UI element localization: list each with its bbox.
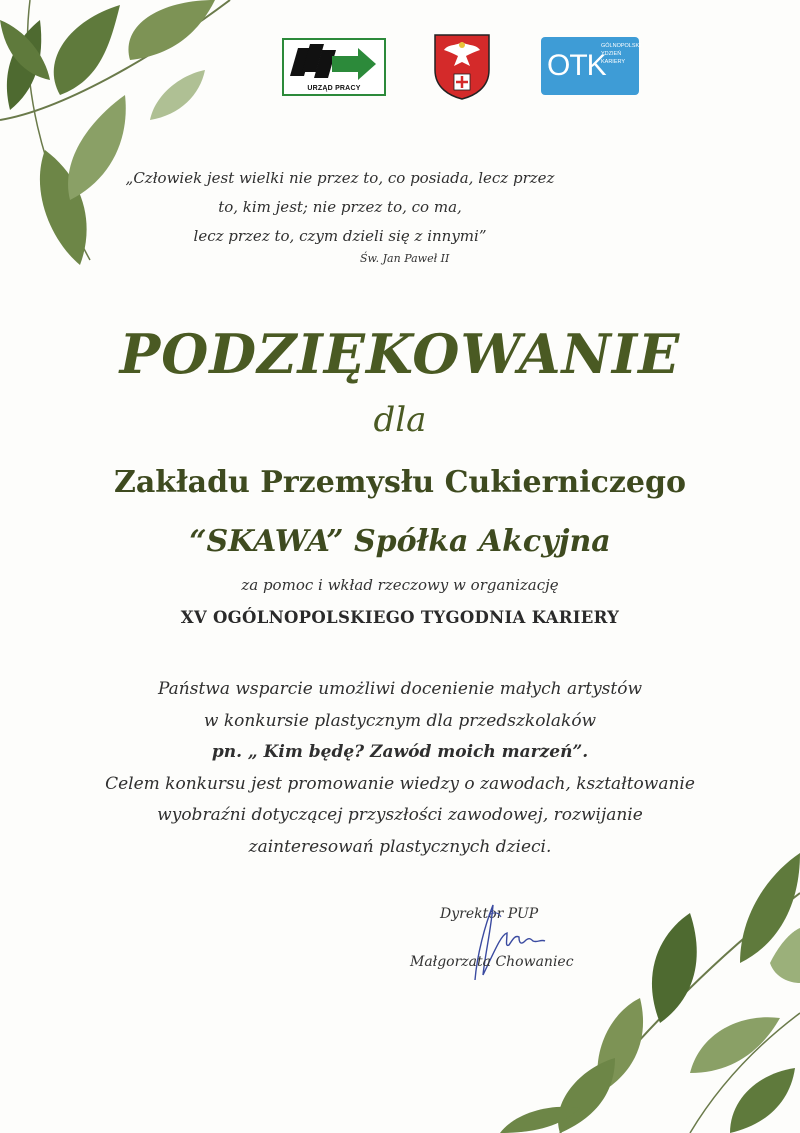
quote-line: „Człowiek jest wielki nie przez to, co posiada, lecz przez [125, 169, 555, 187]
body-text [60, 674, 740, 863]
urzad-pracy-arrow-icon [284, 40, 384, 84]
event-name: XV OGÓLNOPOLSKIEGO TYGODNIA KARIERY [180, 608, 620, 627]
recipient-line-1: Zakładu Przemysłu Cukierniczego [113, 465, 687, 500]
otk-logo [541, 37, 639, 95]
quote-line: to, kim jest; nie przez to, co ma, [218, 198, 462, 216]
page-title: PODZIĘKOWANIE [119, 322, 681, 386]
reason-line: za pomoc i wkład rzeczowy w organizację [241, 576, 559, 594]
contest-name: pn. „ Kim będę? Zawód moich marzeń”. [211, 742, 589, 762]
urzad-pracy-caption: URZĄD PRACY [307, 85, 361, 92]
urzad-pracy-logo [282, 38, 386, 96]
quote-author: Św. Jan Paweł II [360, 252, 450, 265]
signatory-title: Dyrektor PUP [440, 906, 539, 922]
signatory-name: Małgorzata Chowaniec [410, 954, 574, 970]
quote [100, 164, 580, 251]
title-for: dla [373, 400, 427, 440]
otk-subtitle: GÓLNOPOLSKI YDZIEŃ KARIERY [601, 43, 641, 65]
body-line: Celem konkursu jest promowanie wiedzy o zawodach, kształtowanie [105, 773, 695, 794]
otk-mark: OTK [547, 49, 606, 82]
body-line: w konkursie plastycznym dla przedszkolaków [203, 710, 597, 731]
handwritten-signature [455, 895, 565, 985]
powiat-crest-icon [432, 32, 492, 100]
recipient-line-2: “SKAWA” Spółka Akcyjna [189, 524, 611, 559]
body-line: Państwa wsparcie umożliwi docenienie małych artystów [157, 679, 643, 699]
body-line: wyobraźni dotyczącej przyszłości zawodowej, rozwijanie [157, 805, 643, 825]
body-line: zainteresowań plastycznych dzieci. [248, 836, 552, 857]
quote-line: lecz przez to, czym dzieli się z innymi” [193, 227, 487, 245]
